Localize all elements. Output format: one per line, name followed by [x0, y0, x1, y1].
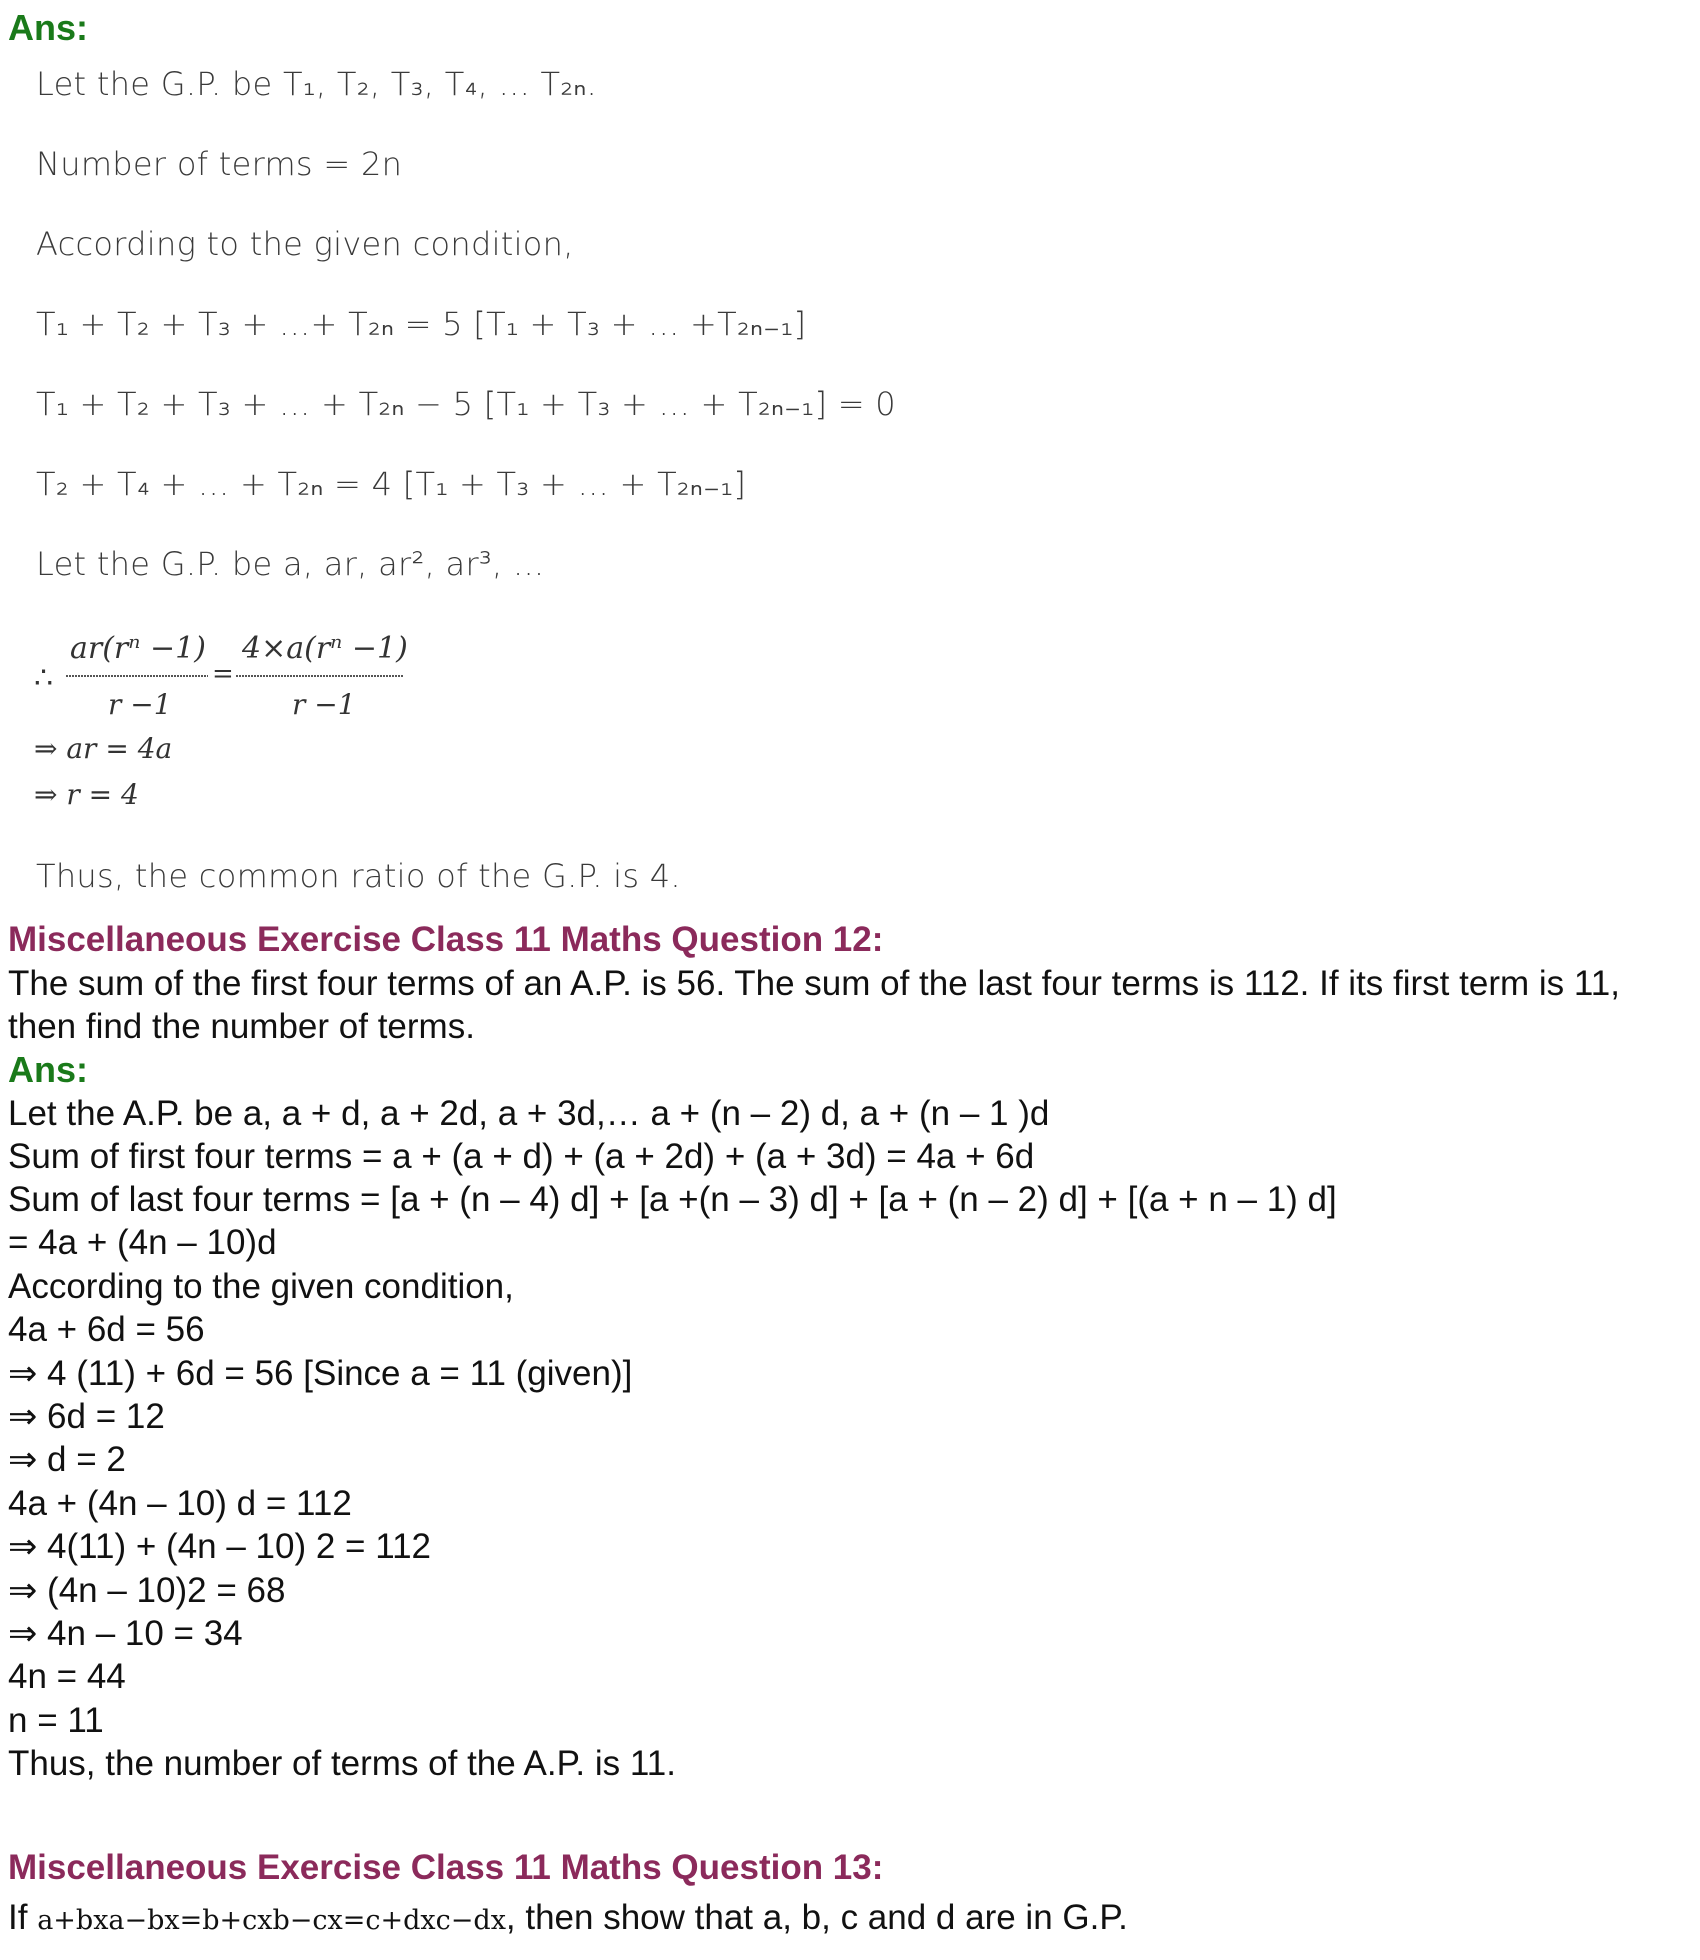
q12-line: Let the A.P. be a, a + d, a + 2d, a + 3d,… a + (n – 2) d, a + (n – 1 )d — [8, 1094, 1050, 1133]
q12-line: 4a + 6d = 56 — [8, 1310, 205, 1349]
therefore-symbol: ∴ — [34, 661, 54, 696]
q12-question: The sum of the first four terms of an A.P. is 56. The sum of the last four terms is 112. If its first term is 11, then find the number of terms. — [8, 964, 1620, 1046]
q12-line: = 4a + (4n – 10)d — [8, 1223, 277, 1262]
answer11-line1: Let the G.P. be T₁, T₂, T₃, T₄, ... T₂ₙ. — [36, 65, 598, 103]
q12-line: 4a + (4n – 10) d = 112 — [8, 1484, 352, 1523]
equals-sign: = — [212, 659, 234, 689]
answer11-line7: Let the G.P. be a, ar, ar², ar³, ... — [36, 545, 545, 583]
q12-line: According to the given condition, — [8, 1267, 514, 1306]
lhs-denominator: r −1 — [108, 688, 172, 721]
q12-line: ⇒ 4n – 10 = 34 — [8, 1614, 243, 1653]
q13-prefix: If — [8, 1898, 38, 1937]
q12-line: ⇒ 4 (11) + 6d = 56 [Since a = 11 (given)] — [8, 1354, 633, 1393]
answer11-line3: According to the given condition, — [36, 225, 574, 263]
q13-heading: Miscellaneous Exercise Class 11 Maths Question 13: — [8, 1848, 884, 1887]
q12-line: ⇒ 4(11) + (4n – 10) 2 = 112 — [8, 1527, 432, 1566]
q13-suffix: , then show that a, b, c and d are in G.P. — [505, 1898, 1128, 1937]
q13-question — [8, 1896, 1128, 1942]
answer11-conclusion: Thus, the common ratio of the G.P. is 4. — [36, 857, 681, 895]
ans-label-2: Ans: — [8, 1049, 88, 1090]
answer11-line4: T₁ + T₂ + T₃ + ...+ T₂ₙ = 5 [T₁ + T₃ + ... +T₂ₙ₋₁] — [36, 305, 807, 343]
fraction-equation — [30, 620, 450, 820]
q12-line: Sum of last four terms = [a + (n – 4) d] + [a +(n – 3) d] + [a + (n – 2) d] + [(a + n – 1) d] — [8, 1180, 1337, 1219]
lhs-numerator: ar(rⁿ −1) — [70, 631, 206, 666]
rhs-numerator: 4×a(rⁿ −1) — [242, 631, 408, 666]
q12-conclusion: Thus, the number of terms of the A.P. is 11. — [8, 1744, 676, 1783]
q12-heading: Miscellaneous Exercise Class 11 Maths Question 12: — [8, 920, 884, 959]
q12-line: ⇒ 6d = 12 — [8, 1397, 165, 1436]
q12-line: n = 11 — [8, 1701, 104, 1740]
q13-inline-math: a+bxa−bx=b+cxb−cx=c+dxc−dx — [37, 1905, 506, 1936]
q12-line: ⇒ d = 2 — [8, 1440, 126, 1479]
answer11-line6: T₂ + T₄ + ... + T₂ₙ = 4 [T₁ + T₃ + ... + T₂ₙ₋₁] — [36, 465, 747, 503]
ans-label-1: Ans: — [8, 7, 88, 48]
rhs-denominator: r −1 — [292, 688, 356, 721]
step-r-equals-4: ⇒ r = 4 — [34, 778, 139, 811]
step-ar-equals-4a: ⇒ ar = 4a — [34, 732, 173, 765]
answer11-line5: T₁ + T₂ + T₃ + ... + T₂ₙ − 5 [T₁ + T₃ + ... + T₂ₙ₋₁] = 0 — [36, 385, 896, 423]
q12-line: 4n = 44 — [8, 1657, 126, 1696]
q12-line: ⇒ (4n – 10)2 = 68 — [8, 1571, 286, 1610]
q12-line: Sum of first four terms = a + (a + d) + (a + 2d) + (a + 3d) = 4a + 6d — [8, 1137, 1035, 1176]
answer11-line2: Number of terms = 2n — [36, 145, 403, 183]
